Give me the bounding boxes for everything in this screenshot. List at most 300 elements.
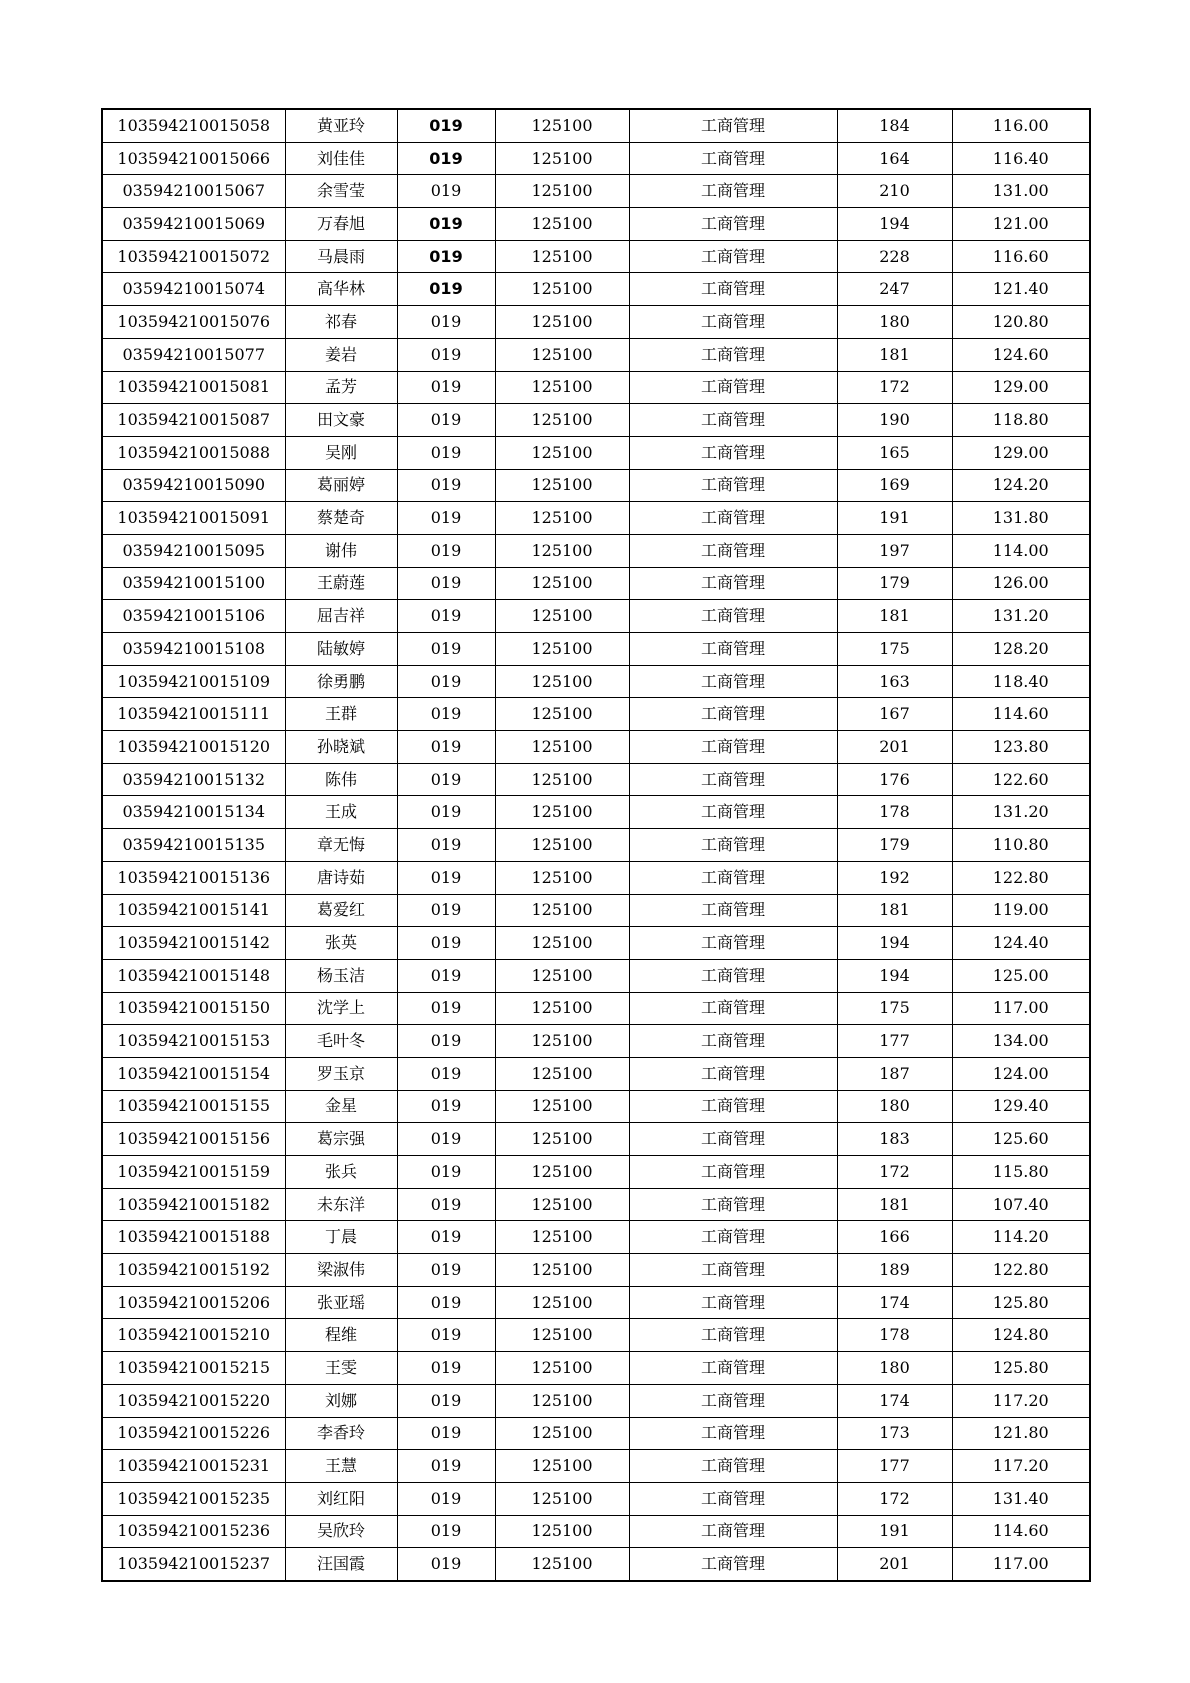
table-row [102,306,1090,339]
total-score-cell: 181 [837,894,952,927]
total-score-cell: 174 [837,1286,952,1319]
major-code-cell: 125100 [495,1057,629,1090]
candidate-name-cell: 万春旭 [285,208,397,241]
final-score-cell: 116.00 [952,109,1090,142]
candidate-id-cell: 03594210015077 [102,338,285,371]
unit-code-cell: 019 [397,1319,495,1352]
final-score-cell: 114.60 [952,1515,1090,1548]
unit-code-cell: 019 [397,698,495,731]
major-code-cell: 125100 [495,273,629,306]
table-row [102,534,1090,567]
major-name-cell: 工商管理 [629,1090,837,1123]
final-score-cell: 122.80 [952,861,1090,894]
major-name-cell: 工商管理 [629,959,837,992]
candidate-name-cell: 王蔚莲 [285,567,397,600]
final-score-cell: 115.80 [952,1156,1090,1189]
total-score-cell: 190 [837,404,952,437]
major-code-cell: 125100 [495,600,629,633]
table-row [102,1057,1090,1090]
major-name-cell: 工商管理 [629,1221,837,1254]
candidate-id-cell: 103594210015076 [102,306,285,339]
final-score-cell: 124.40 [952,927,1090,960]
candidate-id-cell: 103594210015235 [102,1482,285,1515]
major-name-cell: 工商管理 [629,142,837,175]
major-name-cell: 工商管理 [629,1123,837,1156]
unit-code-cell: 019 [397,1515,495,1548]
candidate-name-cell: 葛丽婷 [285,469,397,502]
table-row [102,698,1090,731]
unit-code-cell: 019 [397,1384,495,1417]
table-row [102,1188,1090,1221]
candidate-name-cell: 马晨雨 [285,240,397,273]
candidate-name-cell: 李香玲 [285,1417,397,1450]
major-name-cell: 工商管理 [629,1515,837,1548]
major-name-cell: 工商管理 [629,502,837,535]
major-name-cell: 工商管理 [629,992,837,1025]
total-score-cell: 166 [837,1221,952,1254]
candidate-id-cell: 103594210015141 [102,894,285,927]
table-row [102,1384,1090,1417]
major-name-cell: 工商管理 [629,927,837,960]
total-score-cell: 180 [837,1090,952,1123]
final-score-cell: 114.00 [952,534,1090,567]
candidate-id-cell: 103594210015156 [102,1123,285,1156]
candidate-name-cell: 丁晨 [285,1221,397,1254]
candidate-name-cell: 吴欣玲 [285,1515,397,1548]
table-row [102,861,1090,894]
table-body [102,109,1090,1581]
final-score-cell: 131.20 [952,600,1090,633]
table-row [102,829,1090,862]
unit-code-cell: 019 [397,1352,495,1385]
candidate-name-cell: 王成 [285,796,397,829]
total-score-cell: 197 [837,534,952,567]
final-score-cell: 116.60 [952,240,1090,273]
unit-code-cell: 019 [397,829,495,862]
total-score-cell: 174 [837,1384,952,1417]
final-score-cell: 124.00 [952,1057,1090,1090]
candidate-id-cell: 103594210015150 [102,992,285,1025]
final-score-cell: 118.80 [952,404,1090,437]
major-code-cell: 125100 [495,1286,629,1319]
candidate-id-cell: 103594210015136 [102,861,285,894]
final-score-cell: 125.80 [952,1286,1090,1319]
major-name-cell: 工商管理 [629,731,837,764]
table-row [102,273,1090,306]
unit-code-cell: 019 [397,404,495,437]
major-code-cell: 125100 [495,1417,629,1450]
candidate-id-cell: 103594210015215 [102,1352,285,1385]
total-score-cell: 167 [837,698,952,731]
major-name-cell: 工商管理 [629,1450,837,1483]
unit-code-cell: 019 [397,567,495,600]
table-row [102,1482,1090,1515]
final-score-cell: 124.20 [952,469,1090,502]
candidate-id-cell: 03594210015074 [102,273,285,306]
major-name-cell: 工商管理 [629,175,837,208]
final-score-cell: 114.60 [952,698,1090,731]
candidate-name-cell: 蔡楚奇 [285,502,397,535]
major-code-cell: 125100 [495,927,629,960]
table-row [102,1123,1090,1156]
table-row [102,894,1090,927]
major-code-cell: 125100 [495,1123,629,1156]
candidate-id-cell: 03594210015100 [102,567,285,600]
final-score-cell: 126.00 [952,567,1090,600]
table-row [102,1450,1090,1483]
unit-code-cell: 019 [397,436,495,469]
final-score-cell: 131.40 [952,1482,1090,1515]
major-code-cell: 125100 [495,698,629,731]
candidate-id-cell: 03594210015090 [102,469,285,502]
unit-code-cell: 019 [397,1417,495,1450]
unit-code-cell: 019 [397,1123,495,1156]
major-name-cell: 工商管理 [629,567,837,600]
major-code-cell: 125100 [495,1319,629,1352]
candidate-name-cell: 余雪莹 [285,175,397,208]
table-row [102,600,1090,633]
major-name-cell: 工商管理 [629,208,837,241]
table-row [102,1286,1090,1319]
candidate-name-cell: 黄亚玲 [285,109,397,142]
major-code-cell: 125100 [495,861,629,894]
unit-code-cell: 019 [397,1090,495,1123]
major-code-cell: 125100 [495,959,629,992]
candidate-name-cell: 祁春 [285,306,397,339]
candidate-id-cell: 103594210015237 [102,1548,285,1581]
major-code-cell: 125100 [495,1352,629,1385]
candidate-name-cell: 葛宗强 [285,1123,397,1156]
unit-code-cell: 019 [397,1450,495,1483]
candidate-id-cell: 103594210015155 [102,1090,285,1123]
table-row [102,436,1090,469]
major-name-cell: 工商管理 [629,1319,837,1352]
table-row [102,665,1090,698]
table-row [102,1417,1090,1450]
candidate-id-cell: 103594210015111 [102,698,285,731]
major-name-cell: 工商管理 [629,1156,837,1189]
major-code-cell: 125100 [495,1482,629,1515]
candidate-id-cell: 03594210015135 [102,829,285,862]
table-row [102,502,1090,535]
candidate-id-cell: 103594210015192 [102,1254,285,1287]
candidate-id-cell: 103594210015154 [102,1057,285,1090]
major-name-cell: 工商管理 [629,109,837,142]
unit-code-cell: 019 [397,208,495,241]
final-score-cell: 121.80 [952,1417,1090,1450]
total-score-cell: 179 [837,567,952,600]
candidate-name-cell: 孟芳 [285,371,397,404]
major-name-cell: 工商管理 [629,534,837,567]
unit-code-cell: 019 [397,469,495,502]
unit-code-cell: 019 [397,371,495,404]
total-score-cell: 164 [837,142,952,175]
candidate-name-cell: 梁淑伟 [285,1254,397,1287]
major-code-cell: 125100 [495,240,629,273]
major-code-cell: 125100 [495,1548,629,1581]
candidate-id-cell: 103594210015206 [102,1286,285,1319]
major-code-cell: 125100 [495,338,629,371]
final-score-cell: 125.80 [952,1352,1090,1385]
total-score-cell: 247 [837,273,952,306]
unit-code-cell: 019 [397,600,495,633]
major-name-cell: 工商管理 [629,436,837,469]
total-score-cell: 192 [837,861,952,894]
table-row [102,1221,1090,1254]
major-name-cell: 工商管理 [629,1482,837,1515]
candidate-name-cell: 高华林 [285,273,397,306]
final-score-cell: 124.80 [952,1319,1090,1352]
candidate-name-cell: 徐勇鹏 [285,665,397,698]
total-score-cell: 181 [837,338,952,371]
candidate-id-cell: 03594210015095 [102,534,285,567]
total-score-cell: 184 [837,109,952,142]
candidate-name-cell: 唐诗茹 [285,861,397,894]
major-code-cell: 125100 [495,534,629,567]
total-score-cell: 228 [837,240,952,273]
total-score-cell: 191 [837,502,952,535]
table-row [102,109,1090,142]
unit-code-cell: 019 [397,959,495,992]
table-row [102,404,1090,437]
final-score-cell: 131.00 [952,175,1090,208]
unit-code-cell: 019 [397,1286,495,1319]
final-score-cell: 121.00 [952,208,1090,241]
candidate-name-cell: 未东洋 [285,1188,397,1221]
final-score-cell: 131.20 [952,796,1090,829]
major-code-cell: 125100 [495,1254,629,1287]
final-score-cell: 117.20 [952,1450,1090,1483]
major-code-cell: 125100 [495,633,629,666]
candidate-id-cell: 03594210015069 [102,208,285,241]
table-row [102,763,1090,796]
candidate-id-cell: 103594210015091 [102,502,285,535]
candidate-name-cell: 王雯 [285,1352,397,1385]
unit-code-cell: 019 [397,927,495,960]
candidate-id-cell: 103594210015081 [102,371,285,404]
candidate-id-cell: 103594210015153 [102,1025,285,1058]
candidate-id-cell: 103594210015142 [102,927,285,960]
major-name-cell: 工商管理 [629,1352,837,1385]
major-code-cell: 125100 [495,567,629,600]
candidate-name-cell: 王慧 [285,1450,397,1483]
final-score-cell: 117.00 [952,1548,1090,1581]
candidate-id-cell: 103594210015188 [102,1221,285,1254]
score-table [101,108,1091,1582]
candidate-id-cell: 03594210015134 [102,796,285,829]
candidate-id-cell: 03594210015108 [102,633,285,666]
table-row [102,142,1090,175]
candidate-id-cell: 03594210015106 [102,600,285,633]
unit-code-cell: 019 [397,665,495,698]
major-code-cell: 125100 [495,142,629,175]
major-code-cell: 125100 [495,371,629,404]
major-code-cell: 125100 [495,1384,629,1417]
major-name-cell: 工商管理 [629,1254,837,1287]
unit-code-cell: 019 [397,1548,495,1581]
total-score-cell: 163 [837,665,952,698]
final-score-cell: 123.80 [952,731,1090,764]
final-score-cell: 125.00 [952,959,1090,992]
candidate-id-cell: 103594210015231 [102,1450,285,1483]
major-code-cell: 125100 [495,829,629,862]
major-name-cell: 工商管理 [629,796,837,829]
total-score-cell: 176 [837,763,952,796]
candidate-id-cell: 103594210015066 [102,142,285,175]
major-name-cell: 工商管理 [629,894,837,927]
table-row [102,992,1090,1025]
total-score-cell: 210 [837,175,952,208]
total-score-cell: 177 [837,1025,952,1058]
candidate-id-cell: 103594210015109 [102,665,285,698]
total-score-cell: 172 [837,1482,952,1515]
major-name-cell: 工商管理 [629,1384,837,1417]
candidate-name-cell: 田文豪 [285,404,397,437]
candidate-name-cell: 沈学上 [285,992,397,1025]
major-name-cell: 工商管理 [629,371,837,404]
unit-code-cell: 019 [397,109,495,142]
major-code-cell: 125100 [495,306,629,339]
major-name-cell: 工商管理 [629,861,837,894]
candidate-id-cell: 103594210015087 [102,404,285,437]
total-score-cell: 187 [837,1057,952,1090]
final-score-cell: 121.40 [952,273,1090,306]
major-code-cell: 125100 [495,796,629,829]
final-score-cell: 129.00 [952,371,1090,404]
unit-code-cell: 019 [397,894,495,927]
unit-code-cell: 019 [397,502,495,535]
table-row [102,1515,1090,1548]
major-code-cell: 125100 [495,665,629,698]
table-row [102,371,1090,404]
unit-code-cell: 019 [397,338,495,371]
table-row [102,208,1090,241]
total-score-cell: 191 [837,1515,952,1548]
major-code-cell: 125100 [495,502,629,535]
candidate-id-cell: 103594210015058 [102,109,285,142]
major-name-cell: 工商管理 [629,665,837,698]
table-row [102,633,1090,666]
table-row [102,1156,1090,1189]
table-row [102,796,1090,829]
total-score-cell: 165 [837,436,952,469]
table-row [102,1548,1090,1581]
candidate-id-cell: 103594210015088 [102,436,285,469]
candidate-id-cell: 103594210015220 [102,1384,285,1417]
unit-code-cell: 019 [397,763,495,796]
total-score-cell: 178 [837,1319,952,1352]
final-score-cell: 110.80 [952,829,1090,862]
unit-code-cell: 019 [397,273,495,306]
unit-code-cell: 019 [397,992,495,1025]
total-score-cell: 169 [837,469,952,502]
final-score-cell: 134.00 [952,1025,1090,1058]
candidate-name-cell: 罗玉京 [285,1057,397,1090]
total-score-cell: 194 [837,959,952,992]
candidate-name-cell: 葛爱红 [285,894,397,927]
candidate-id-cell: 103594210015182 [102,1188,285,1221]
candidate-name-cell: 张亚瑶 [285,1286,397,1319]
total-score-cell: 175 [837,992,952,1025]
table-row [102,927,1090,960]
unit-code-cell: 019 [397,240,495,273]
candidate-name-cell: 杨玉洁 [285,959,397,992]
table-row [102,240,1090,273]
candidate-name-cell: 程维 [285,1319,397,1352]
candidate-name-cell: 刘佳佳 [285,142,397,175]
candidate-name-cell: 刘娜 [285,1384,397,1417]
final-score-cell: 129.40 [952,1090,1090,1123]
candidate-name-cell: 金星 [285,1090,397,1123]
major-name-cell: 工商管理 [629,338,837,371]
candidate-id-cell: 103594210015159 [102,1156,285,1189]
unit-code-cell: 019 [397,1156,495,1189]
candidate-name-cell: 陈伟 [285,763,397,796]
major-name-cell: 工商管理 [629,1286,837,1319]
final-score-cell: 118.40 [952,665,1090,698]
major-name-cell: 工商管理 [629,1188,837,1221]
total-score-cell: 178 [837,796,952,829]
unit-code-cell: 019 [397,1254,495,1287]
final-score-cell: 114.20 [952,1221,1090,1254]
major-code-cell: 125100 [495,731,629,764]
final-score-cell: 119.00 [952,894,1090,927]
total-score-cell: 180 [837,306,952,339]
major-name-cell: 工商管理 [629,273,837,306]
major-name-cell: 工商管理 [629,698,837,731]
major-name-cell: 工商管理 [629,763,837,796]
major-name-cell: 工商管理 [629,1057,837,1090]
total-score-cell: 183 [837,1123,952,1156]
total-score-cell: 180 [837,1352,952,1385]
major-name-cell: 工商管理 [629,306,837,339]
total-score-cell: 201 [837,731,952,764]
candidate-name-cell: 毛叶冬 [285,1025,397,1058]
major-code-cell: 125100 [495,1515,629,1548]
table-row [102,338,1090,371]
total-score-cell: 181 [837,600,952,633]
candidate-name-cell: 吴刚 [285,436,397,469]
final-score-cell: 117.20 [952,1384,1090,1417]
major-code-cell: 125100 [495,1221,629,1254]
major-name-cell: 工商管理 [629,469,837,502]
unit-code-cell: 019 [397,1482,495,1515]
major-code-cell: 125100 [495,1450,629,1483]
final-score-cell: 107.40 [952,1188,1090,1221]
unit-code-cell: 019 [397,1221,495,1254]
final-score-cell: 131.80 [952,502,1090,535]
unit-code-cell: 019 [397,1188,495,1221]
candidate-name-cell: 张英 [285,927,397,960]
total-score-cell: 175 [837,633,952,666]
final-score-cell: 120.80 [952,306,1090,339]
major-code-cell: 125100 [495,469,629,502]
unit-code-cell: 019 [397,861,495,894]
total-score-cell: 173 [837,1417,952,1450]
major-name-cell: 工商管理 [629,633,837,666]
candidate-id-cell: 103594210015226 [102,1417,285,1450]
total-score-cell: 194 [837,927,952,960]
major-name-cell: 工商管理 [629,240,837,273]
major-name-cell: 工商管理 [629,600,837,633]
candidate-name-cell: 孙晓斌 [285,731,397,764]
major-code-cell: 125100 [495,1025,629,1058]
major-code-cell: 125100 [495,894,629,927]
major-name-cell: 工商管理 [629,1417,837,1450]
candidate-name-cell: 姜岩 [285,338,397,371]
table-row [102,175,1090,208]
final-score-cell: 116.40 [952,142,1090,175]
